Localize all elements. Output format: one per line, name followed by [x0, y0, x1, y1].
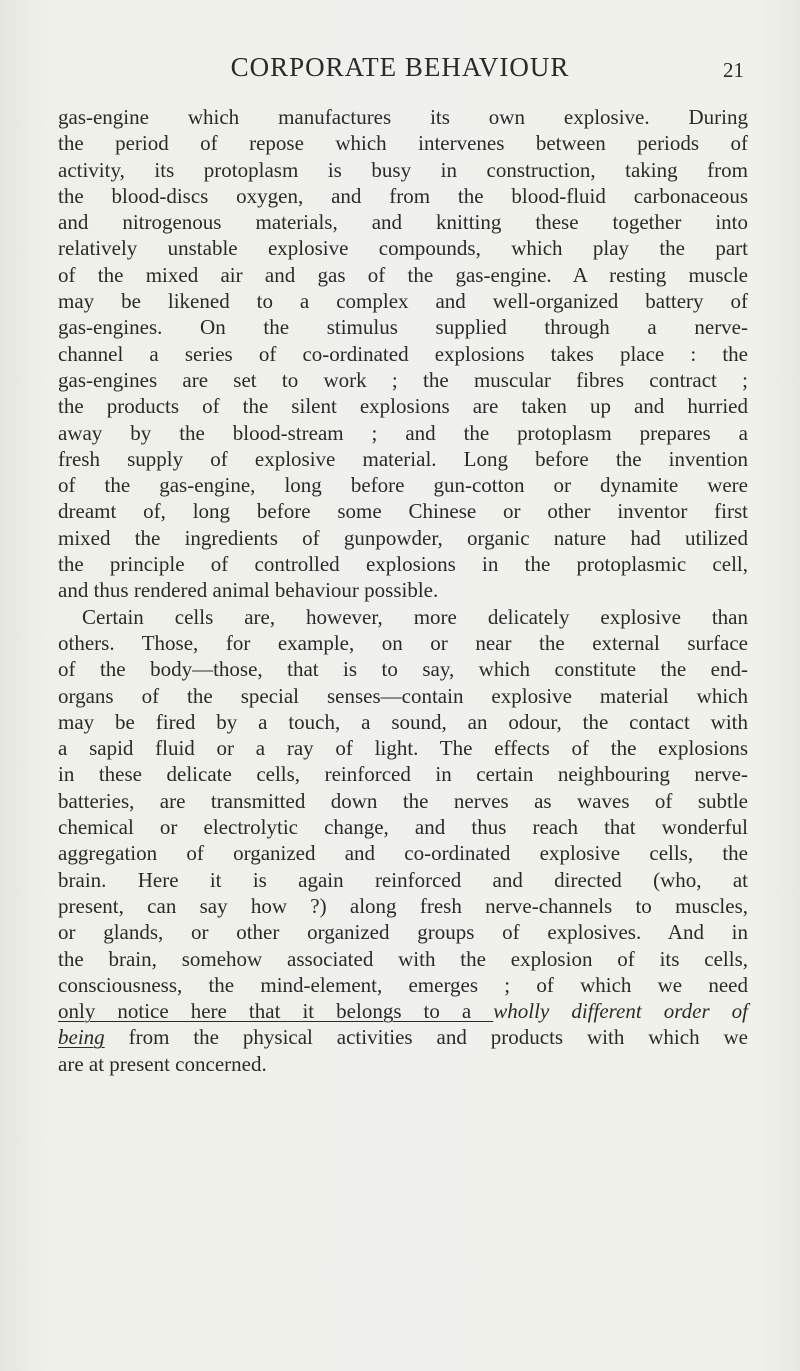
page-number: 21	[723, 58, 744, 82]
text-line: fresh supply of explosive material. Long before the invention	[58, 446, 748, 471]
text-line: the products of the silent explosions are taken up and hurried	[58, 394, 748, 419]
paragraph-1	[58, 104, 748, 604]
body-text	[58, 104, 748, 1077]
text-line: channel a series of co-ordinated explosions takes place : the	[58, 341, 748, 366]
text-line: gas-engines. On the stimulus supplied through a nerve-	[58, 315, 748, 340]
text-line	[58, 1024, 748, 1050]
text-line: may be likened to a complex and well-organized battery of	[58, 289, 748, 314]
text-line: mixed the ingredients of gunpowder, organic nature had utilized	[58, 525, 748, 550]
text-line: in these delicate cells, reinforced in certain neighbouring nerve-	[58, 762, 748, 787]
underlined-text: only notice here that it belongs to a	[58, 999, 494, 1024]
line-text: from the physical activities and products with which we	[104, 1025, 748, 1050]
text-line: others. Those, for example, on or near the external surface	[58, 630, 748, 655]
text-line: organs of the special senses—contain explosive material which	[58, 683, 748, 708]
text-line: gas-engine which manufactures its own explosive. During	[58, 105, 748, 129]
text-line: the period of repose which intervenes between periods of	[58, 131, 748, 156]
text-line	[58, 998, 748, 1024]
text-line: the principle of controlled explosions in the protoplasmic cell,	[58, 552, 748, 577]
text-line: may be fired by a touch, a sound, an odour, the contact with	[58, 709, 748, 734]
text-line: activity, its protoplasm is busy in construction, taking from	[58, 157, 748, 182]
text-line: chemical or electrolytic change, and thus reach that wonderful	[58, 815, 748, 840]
text-line: the blood-discs oxygen, and from the blood-fluid carbonaceous	[58, 183, 748, 208]
text-line: Certain cells are, however, more delicately explosive than	[82, 604, 748, 629]
text-line: aggregation of organized and co-ordinated explosive cells, the	[58, 841, 748, 866]
text-line: are at present concerned.	[58, 1051, 267, 1076]
text-line: and nitrogenous materials, and knitting these together into	[58, 210, 748, 235]
text-line: or glands, or other organized groups of explosives. And in	[58, 920, 748, 945]
text-line: of the body—those, that is to say, which constitute the end-	[58, 657, 748, 682]
text-line: consciousness, the mind-element, emerges ; of which we need	[58, 972, 748, 997]
text-line: and thus rendered animal behaviour possible.	[58, 578, 439, 603]
text-line: the brain, somehow associated with the explosion of its cells,	[58, 946, 748, 971]
running-head: CORPORATE BEHAVIOUR	[230, 52, 570, 82]
text-line: brain. Here it is again reinforced and directed (who, at	[58, 867, 748, 892]
text-line: gas-engines are set to work ; the muscular fibres contract ;	[58, 367, 748, 392]
text-line: present, can say how ?) along fresh nerve-channels to muscles,	[58, 893, 748, 918]
text-line: a sapid fluid or a ray of light. The effects of the explosions	[58, 736, 748, 761]
text-line: of the gas-engine, long before gun-cotton or dynamite were	[58, 473, 748, 498]
text-line: away by the blood-stream ; and the protoplasm prepares a	[58, 420, 748, 445]
page-header	[0, 52, 800, 92]
text-line: of the mixed air and gas of the gas-engine. A resting muscle	[58, 262, 748, 287]
text-line: dreamt of, long before some Chinese or other inventor first	[58, 499, 748, 524]
italic-text: being	[58, 1025, 105, 1050]
paragraph-2	[58, 604, 748, 1077]
text-line: batteries, are transmitted down the nerves as waves of subtle	[58, 788, 748, 813]
text-line: relatively unstable explosive compounds, which play the part	[58, 236, 748, 261]
italic-text: wholly different order of	[493, 999, 749, 1024]
